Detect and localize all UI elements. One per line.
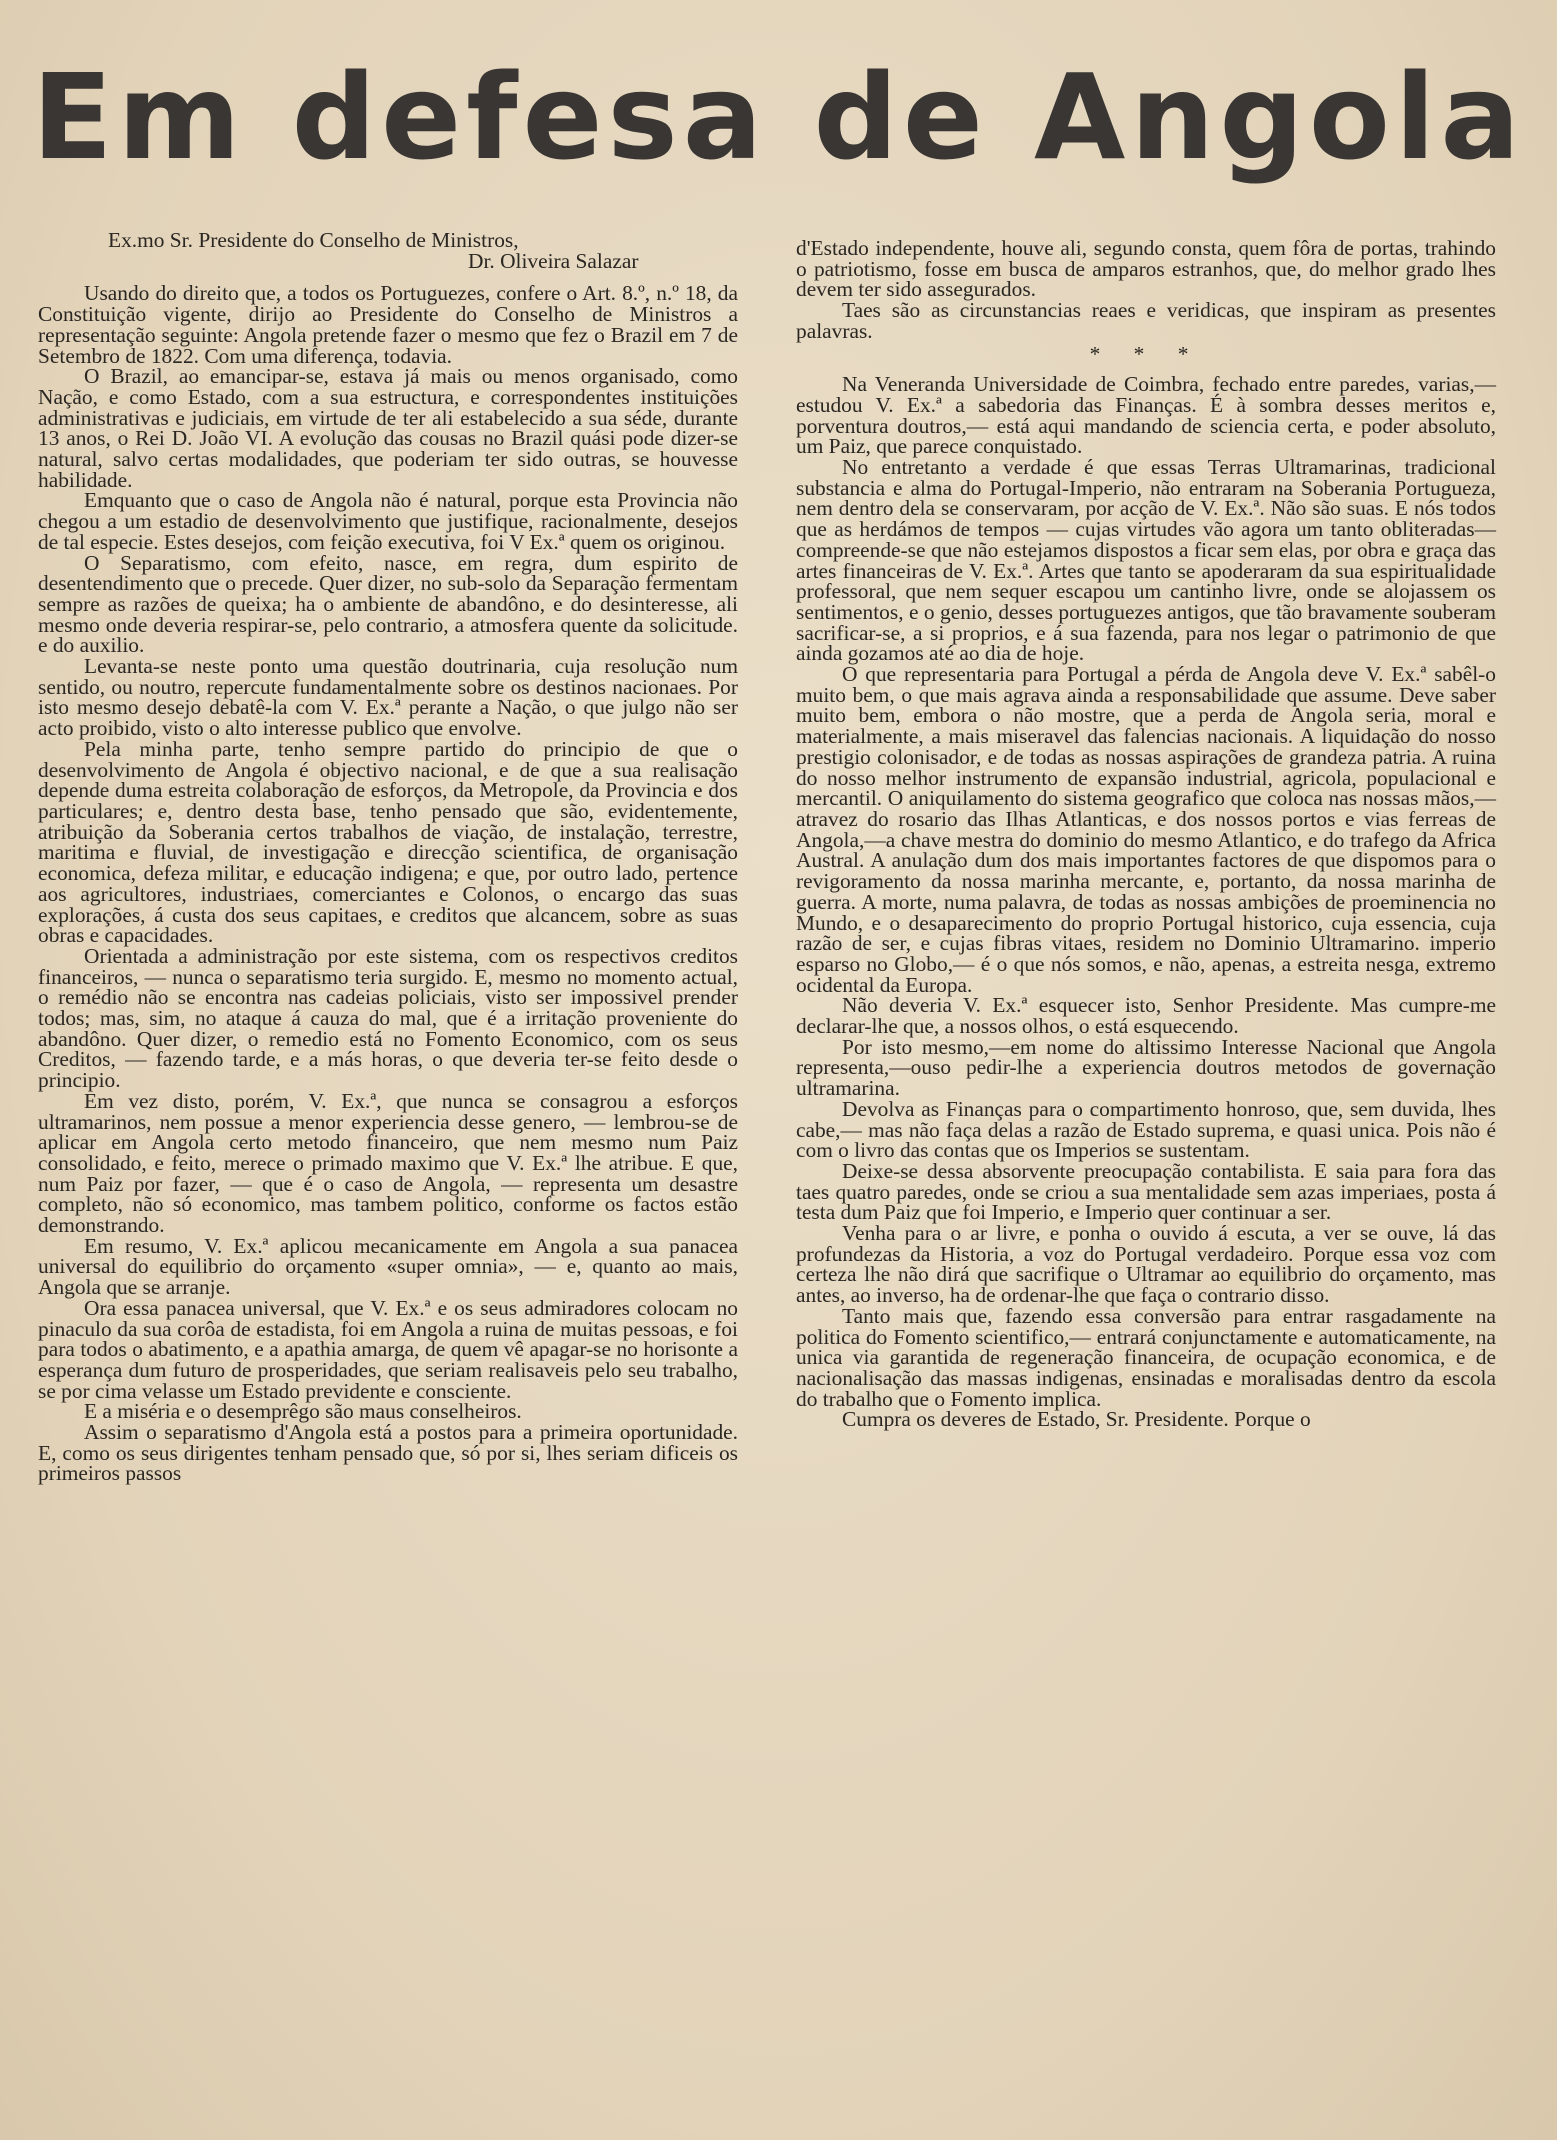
salutation-line-1: Ex.mo Sr. Presidente do Conselho de Ministros, — [108, 228, 519, 252]
paragraph: Usando do direito que, a todos os Portuguezes, confere o Art. 8.º, n.º 18, da Constituição vigente, dirijo ao Presidente do Conselho de Ministros a representação seguinte: Angola pretende fazer o mesmo que fez o Brazil em 7 de Setembro de 1822. Com uma diferença, todavia. — [38, 281, 738, 368]
paragraph: Não deveria V. Ex.ª esquecer isto, Senhor Presidente. Mas cumpre-me declarar-lhe que, a nossos olhos, o está esquecendo. — [796, 993, 1496, 1039]
paragraph: Ora essa panacea universal, que V. Ex.ª e os seus admiradores colocam no pinaculo da sua corôa de estadista, foi em Angola a ruina de muitas pessoas, e foi para todos o abatimento, e a apathia amarga, de quem vê apagar-se no horisonte a esperança dum futuro de prosperidades, que seriam realisaveis pelo seu trabalho, se por cima velasse um Estado previdente e consciente. — [38, 1295, 738, 1403]
paragraph: Deixe-se dessa absorvente preocupação contabilista. E saia para fora das taes quatro paredes, onde se criou a sua mentalidade sem azas imperiaes, posta á testa dum Paiz que foi Imperio, e Imperio quer continuar a ser. — [796, 1158, 1496, 1225]
paragraph: Em resumo, V. Ex.ª aplicou mecanicamente em Angola a sua panacea universal do equilibrio do orçamento «super omnia», — e, quanto ao mais, Angola que se arranje. — [38, 1233, 738, 1300]
salutation-line-2: Dr. Oliveira Salazar — [468, 248, 639, 273]
right-column — [796, 238, 1496, 1430]
paragraph: Devolva as Finanças para o compartimento honroso, que, sem duvida, lhes cabe,— mas não faça delas a razão de Estado suprema, e quasi unica. Pois não é com o livro das contas que os Imperios se sustentam. — [796, 1096, 1496, 1163]
paragraph: Orientada a administração por este sistema, com os respectivos creditos financeiros, — nunca o separatismo teria surgido. E, mesmo no momento actual, o remédio não se encontra nas cadeias policiais, visto ser impossivel prender todos; mas, sim, no ataque á cauza do mal, que é a irritação proveniente do abandôno. Quer dizer, o remedio está no Fomento Economico, com os seus Creditos, — fazendo tarde, e a más horas, o que deveria ter-se feito desde o principio. — [38, 943, 738, 1093]
paragraph: Taes são as circunstancias reaes e veridicas, que inspiram as presentes palavras. — [796, 298, 1496, 343]
article-title: Em defesa de Angola — [32, 48, 1525, 186]
paragraph: Cumpra os deveres de Estado, Sr. Presidente. Porque o — [842, 1407, 1311, 1432]
paragraph: Pela minha parte, tenho sempre partido do principio de que o desenvolvimento de Angola é objectivo nacional, e de que a sua realisação depende duma estreita colaboração de esforços, da Metropole, da Provincia e dos particulares; e, dentro desta base, tenho pensado que são, evidentemente, atribuição da Soberania certos trabalhos de viação, de instalação, terrestre, maritima e fluvial, de investigação e direcção scientifica, de organisação economica, defeza militar, e educação indigena; e que, por outro lado, pertence aos agricultores, industriaes, comerciantes e Colonos, o encargo das suas explorações, á custa dos seus capitaes, e creditos que alcancem, sobre as suas obras e capacidades. — [38, 736, 738, 948]
section-separator: * * * — [1089, 341, 1203, 366]
paragraph-continuation: d'Estado independente, houve ali, segundo consta, quem fôra de portas, trahindo o patriotismo, fosse em busca de amparos estranhos, que, do melhor grado lhes devem ter sido assegurados. — [796, 236, 1496, 302]
paragraph: Venha para o ar livre, e ponha o ouvido á escuta, a ver se ouve, lá das profundezas da Historia, a voz do Portugal verdadeiro. Porque essa voz com certeza lhe não dirá que sacrifique o Ultramar ao equilibrio do orçamento, mas antes, ao inverso, ha de ordenar-lhe que faça o contrario disso. — [796, 1221, 1496, 1308]
paragraph: O Separatismo, com efeito, nasce, em regra, dum espirito de desentendimento que o precede. Quer dizer, no sub-solo da Separação fermentam sempre as razões de queixa; ha o ambiente de abandôno, e do desinteresse, ali mesmo onde deveria respirar-se, pelo contrario, a atmosfera quente da solicitude. e do auxilio. — [38, 550, 738, 658]
paragraph: No entretanto a verdade é que essas Terras Ultramarinas, tradicional substancia e alma do Portugal-Imperio, não entraram na Soberania Portugueza, nem dentro dela se conservaram, por acção de V. Ex.ª. Não são suas. E nós todos que as herdámos de tempos — cujas virtudes vão agora um tanto obliteradas— compreende-se que não estejamos dispostos a ficar sem elas, por obra e graça das artes financeiras de V. Ex.ª. Artes que tanto se apoderaram da sua espiritualidade professoral, que nem sequer escapou um cantinho livre, onde se alojassem os sentimentos, e o genio, desses portuguezes antigos, que tão bravamente souberam sacrificar-se, a si proprios, e á sua fazenda, para nos legar o patrimonio de que ainda gozamos até ao dia de hoje. — [796, 455, 1496, 666]
paragraph: Na Veneranda Universidade de Coimbra, fechado entre paredes, varias,— estudou V. Ex.ª a sabedoria das Finanças. É à sombra desses meritos e, porventura doutros,— está aqui mandando de sciencia certa, e poder absoluto, um Paiz, que parece conquistado. — [796, 372, 1496, 459]
paragraph: O Brazil, ao emancipar-se, estava já mais ou menos organisado, como Nação, e como Estado, com a sua estructura, e correspondentes instituições administrativas e judiciais, em virtude de ter ali estabelecido a sua séde, durante 13 anos, o Rei D. João VI. A evolução das cousas no Brazil quási pode dizer-se natural, salvo certas modalidades, que poderiam ter sido outras, se houvesse habilidade. — [38, 364, 738, 492]
paragraph: Por isto mesmo,—em nome do altissimo Interesse Nacional que Angola representa,—ouso pedir-lhe a experiencia doutros metodos de governação ultramarina. — [796, 1034, 1496, 1101]
paragraph: Em vez disto, porém, V. Ex.ª, que nunca se consagrou a esforços ultramarinos, nem possue a menor experiencia desse genero, — lembrou-se de aplicar em Angola certo metodo financeiro, que nem mesmo num Paiz consolidado, e feito, merece o primado maximo que V. Ex.ª lhe atribue. E que, num Paiz por fazer, — que é o caso de Angola, — representa um desastre completo, não só economico, mas tambem politico, conforme os factos estão demonstrando. — [38, 1088, 738, 1238]
left-column — [38, 230, 738, 1484]
paragraph: E a miséria e o desemprêgo são maus conselheiros. — [84, 1399, 522, 1424]
paragraph: O que representaria para Portugal a pérda de Angola deve V. Ex.ª sabêl-o muito bem, o que mais agrava ainda a responsabilidade que assume. Deve saber muito bem, embora o não mostre, que a perda de Angola seria, moral e materialmente, a mais miseravel das falencias nacionais. A liquidação do nosso prestigio colonisador, e de todas as nossas aspirações de grandeza patria. A ruina do nosso melhor instrumento de expansão industrial, agricola, populacional e mercantil. O aniquilamento do sistema geografico que coloca nas nossas mãos,— atravez do rosario das Ilhas Atlanticas, e dos nossos portos e vias ferreas de Angola,—a chave mestra do dominio do mesmo Atlantico, e do trafego da Africa Austral. A anulação dum dos mais importantes factores de que dispomos para o revigoramento da nossa marinha mercante, e, portanto, da nossa marinha de guerra. A morte, numa palavra, de todas as nossas ambições de proeminencia no Mundo, e o desaparecimento do proprio Portugal historico, cuja essencia, cuja razão de ser, e cujas fibras vitaes, residem no Dominio Ultramarino. imperio esparso no Globo,— é o que nós somos, e não, apenas, a estreita nesga, extremo ocidental da Europa. — [796, 662, 1496, 997]
paragraph: Levanta-se neste ponto uma questão doutrinaria, cuja resolução num sentido, ou noutro, repercute fundamentalmente sobre os destinos nacionaes. Por isto mesmo desejo debatê-la com V. Ex.ª perante a Nação, o que julgo não ser acto proibido, visto o alto interesse publico que envolve. — [38, 654, 738, 741]
paragraph: Assim o separatismo d'Angola está a postos para a primeira oportunidade. E, como os seus dirigentes tenham pensado que, só por si, lhes seriam dificeis os primeiros passos — [38, 1420, 738, 1486]
paragraph: Emquanto que o caso de Angola não é natural, porque esta Provincia não chegou a um estadio de desenvolvimento que justifique, racionalmente, desejos de tal especie. Estes desejos, com feição executiva, foi V Ex.ª quem os originou. — [38, 488, 738, 554]
paragraph: Tanto mais que, fazendo essa conversão para entrar rasgadamente na politica do Fomento scientifico,— entrará conjunctamente e automaticamente, na unica via garantida de regeneração financeira, de ocupação economica, e de nacionalisação das massas indigenas, ensinadas e moralisadas dentro da escola do trabalho que o Fomento implica. — [796, 1303, 1496, 1411]
